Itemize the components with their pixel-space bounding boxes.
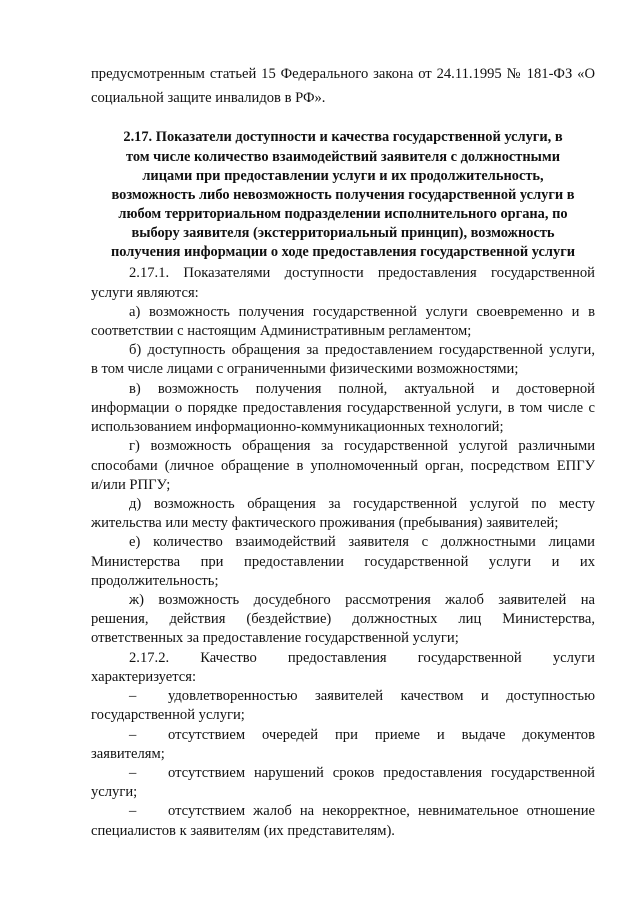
list-item-line: д) возможность обращения за государственной услугой по месту	[129, 496, 595, 512]
list-item-line: специалистов к заявителям (их представителям).	[91, 823, 395, 839]
list-item-line: государственной услуги;	[91, 707, 245, 723]
list-item-line: Министерства при предоставлении государственной услуги и их	[91, 554, 595, 570]
dash-marker: –	[129, 727, 137, 743]
section-heading-line: лицами при предоставлении услуги и их продолжительность,	[142, 168, 544, 184]
list-item-line: информации о порядке предоставления государственной услуги, в том числе с	[91, 400, 595, 416]
list-item-line: решения, действия (бездействие) должностных лиц Министерства,	[91, 611, 595, 627]
dash-marker: –	[129, 803, 137, 819]
list-item-line: соответствии с настоящим Административным регламентом;	[91, 323, 472, 339]
section-heading-line: возможность либо невозможность получения государственной услуги в	[111, 187, 575, 203]
list-item-line: жительства или месту фактического проживания (пребывания) заявителей;	[91, 515, 559, 531]
section-heading-line: 2.17. Показатели доступности и качества государственной услуги, в	[123, 129, 563, 145]
list-item-line: услуги;	[91, 784, 138, 800]
section-heading-line: любом территориальном подразделении исполнительного органа, по	[118, 206, 568, 222]
list-item-line: удовлетворенностью заявителей качеством и доступностью	[168, 688, 595, 704]
list-item-line: в том числе лицами с ограниченными физическими возможностями;	[91, 361, 519, 377]
list-item-line: отсутствием жалоб на некорректное, невнимательное отношение	[168, 803, 595, 819]
paragraph-line: 2.17.2. Качество предоставления государственной услуги	[129, 650, 595, 666]
paragraph-line: 2.17.1. Показателями доступности предоставления государственной	[129, 265, 595, 281]
list-item-line: б) доступность обращения за предоставлением государственной услуги,	[129, 342, 595, 358]
list-item-line: а) возможность получения государственной услуги своевременно и в	[129, 304, 595, 320]
dash-marker: –	[129, 688, 137, 704]
list-item-line: в) возможность получения полной, актуальной и достоверной	[129, 381, 595, 397]
intro-line: предусмотренным статьей 15 Федерального закона от 24.11.1995 № 181-ФЗ «О	[91, 66, 595, 82]
list-item-line: продолжительность;	[91, 573, 219, 589]
list-item-line: способами (личное обращение в уполномоченный орган, посредством ЕПГУ	[91, 458, 595, 474]
paragraph-line: услуги являются:	[91, 285, 199, 301]
section-heading-line: том числе количество взаимодействий заявителя с должностными	[125, 149, 560, 165]
list-item-line: использованием информационно-коммуникационных технологий;	[91, 419, 504, 435]
list-item-line: заявителям;	[91, 746, 165, 762]
list-item-line: г) возможность обращения за государственной услугой различными	[129, 438, 595, 454]
section-heading-line: получения информации о ходе предоставления государственной услуги	[110, 244, 576, 260]
list-item-line: ж) возможность досудебного рассмотрения жалоб заявителей на	[129, 592, 595, 608]
section-heading-line: выбору заявителя (экстерриториальный принцип), возможность	[131, 225, 555, 241]
list-item-line: и/или РПГУ;	[91, 477, 171, 493]
paragraph-line: характеризуется:	[91, 669, 197, 685]
intro-line: социальной защите инвалидов в РФ».	[91, 90, 326, 106]
dash-marker: –	[129, 765, 137, 781]
list-item-line: отсутствием нарушений сроков предоставления государственной	[168, 765, 595, 781]
list-item-line: е) количество взаимодействий заявителя с должностными лицами	[129, 534, 595, 550]
list-item-line: ответственных за предоставление государственной услуги;	[91, 630, 459, 646]
list-item-line: отсутствием очередей при приеме и выдаче документов	[168, 727, 595, 743]
